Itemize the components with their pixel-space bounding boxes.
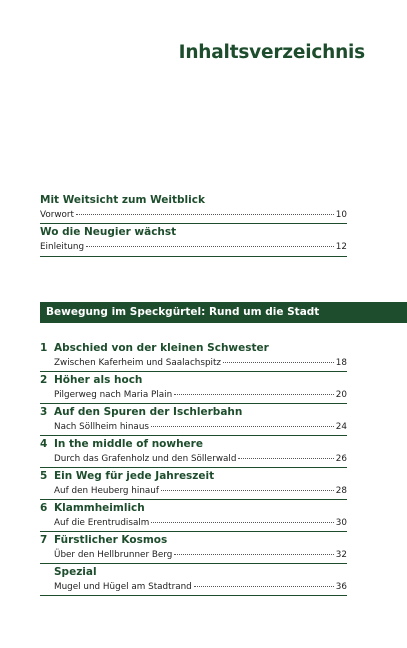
chapter-title: Auf den Spuren der Ischlerbahn: [54, 406, 243, 418]
chapter-number: 3: [40, 406, 48, 418]
entry-title: Mit Weitsicht zum Weitblick: [40, 194, 205, 206]
chapter-number: 1: [40, 342, 48, 354]
divider: [40, 435, 347, 436]
chapter-title: Klammheimlich: [54, 502, 145, 514]
entry-line: [40, 517, 347, 529]
dot-leader: [76, 214, 334, 215]
entry-subtitle: Vorwort: [40, 210, 74, 220]
divider: [40, 403, 347, 404]
entry-line: [40, 357, 347, 369]
divider: [40, 531, 347, 532]
toc-entry-chapter-5[interactable]: [40, 469, 347, 497]
entry-subtitle: Zwischen Kaferheim und Saalachspitz: [54, 358, 222, 368]
dot-leader: [161, 490, 334, 491]
page-number: 18: [335, 358, 347, 368]
entry-title: [40, 405, 347, 419]
entry-subtitle: Durch das Grafenholz und den Söllerwald: [54, 454, 237, 464]
dot-leader: [151, 522, 333, 523]
chapter-number: 7: [40, 534, 48, 546]
entry-line: [40, 389, 347, 401]
chapter-number: 2: [40, 374, 48, 386]
toc-entry-foreword[interactable]: [40, 193, 347, 221]
entry-title: [40, 533, 347, 547]
page-title: Inhaltsverzeichnis: [178, 42, 365, 63]
chapter-title: Höher als hoch: [54, 374, 143, 386]
entry-subtitle: Einleitung: [40, 242, 85, 252]
dot-leader: [174, 554, 333, 555]
toc-entry-chapter-1[interactable]: [40, 341, 347, 369]
page-number: 36: [335, 582, 347, 592]
page-number: 20: [335, 390, 347, 400]
entry-subtitle: Auf die Erentrudisalm: [54, 518, 150, 528]
page-number: 32: [335, 550, 347, 560]
entry-line: [40, 241, 347, 253]
entry-line: [40, 549, 347, 561]
dot-leader: [194, 586, 334, 587]
entry-line: [40, 485, 347, 497]
chapter-number: 5: [40, 470, 48, 482]
entry-line: [40, 453, 347, 465]
page-number: 30: [335, 518, 347, 528]
chapter-number: 6: [40, 502, 48, 514]
divider: [40, 371, 347, 372]
dot-leader: [86, 246, 334, 247]
page-number: 24: [335, 422, 347, 432]
entry-title: [40, 565, 347, 579]
chapter-title: Fürstlicher Kosmos: [54, 534, 168, 546]
page-number: 28: [335, 486, 347, 496]
chapter-number: 4: [40, 438, 48, 450]
divider: [40, 563, 347, 564]
toc-entry-chapter-7[interactable]: [40, 533, 347, 561]
divider: [40, 595, 347, 596]
entry-title: [40, 469, 347, 483]
divider: [40, 223, 347, 224]
toc-entry-chapter-6[interactable]: [40, 501, 347, 529]
chapter-title: In the middle of nowhere: [54, 438, 203, 450]
entry-line: [40, 581, 347, 593]
dot-leader: [223, 362, 334, 363]
entry-subtitle: Über den Hellbrunner Berg: [54, 550, 173, 560]
dot-leader: [151, 426, 334, 427]
entry-title: [40, 373, 347, 387]
entry-subtitle: Auf den Heuberg hinauf: [54, 486, 159, 496]
entry-subtitle: Mugel und Hügel am Stadtrand: [54, 582, 192, 592]
entry-subtitle: Nach Söllheim hinaus: [54, 422, 149, 432]
entry-subtitle: Pilgerweg nach Maria Plain: [54, 390, 173, 400]
entry-title: [40, 437, 347, 451]
toc-entry-special[interactable]: [40, 565, 347, 593]
page-number: 12: [335, 242, 347, 252]
toc-entry-chapter-3[interactable]: [40, 405, 347, 433]
chapter-title: Ein Weg für jede Jahreszeit: [54, 470, 215, 482]
dot-leader: [174, 394, 334, 395]
page-number: 26: [335, 454, 347, 464]
toc-entry-introduction[interactable]: [40, 225, 347, 253]
entry-line: [40, 209, 347, 221]
dot-leader: [238, 458, 333, 459]
chapter-title: Spezial: [54, 566, 97, 578]
divider: [40, 499, 347, 500]
entry-title: [40, 501, 347, 515]
divider: [40, 467, 347, 468]
toc-entry-chapter-2[interactable]: [40, 373, 347, 401]
entry-title: [40, 341, 347, 355]
page-number: 10: [335, 210, 347, 220]
entry-line: [40, 421, 347, 433]
toc-entry-chapter-4[interactable]: [40, 437, 347, 465]
section-header: Bewegung im Speckgürtel: Rund um die Stadt: [40, 302, 407, 323]
divider: [40, 256, 347, 257]
chapter-title: Abschied von der kleinen Schwester: [54, 342, 269, 354]
entry-title: Wo die Neugier wächst: [40, 226, 177, 238]
